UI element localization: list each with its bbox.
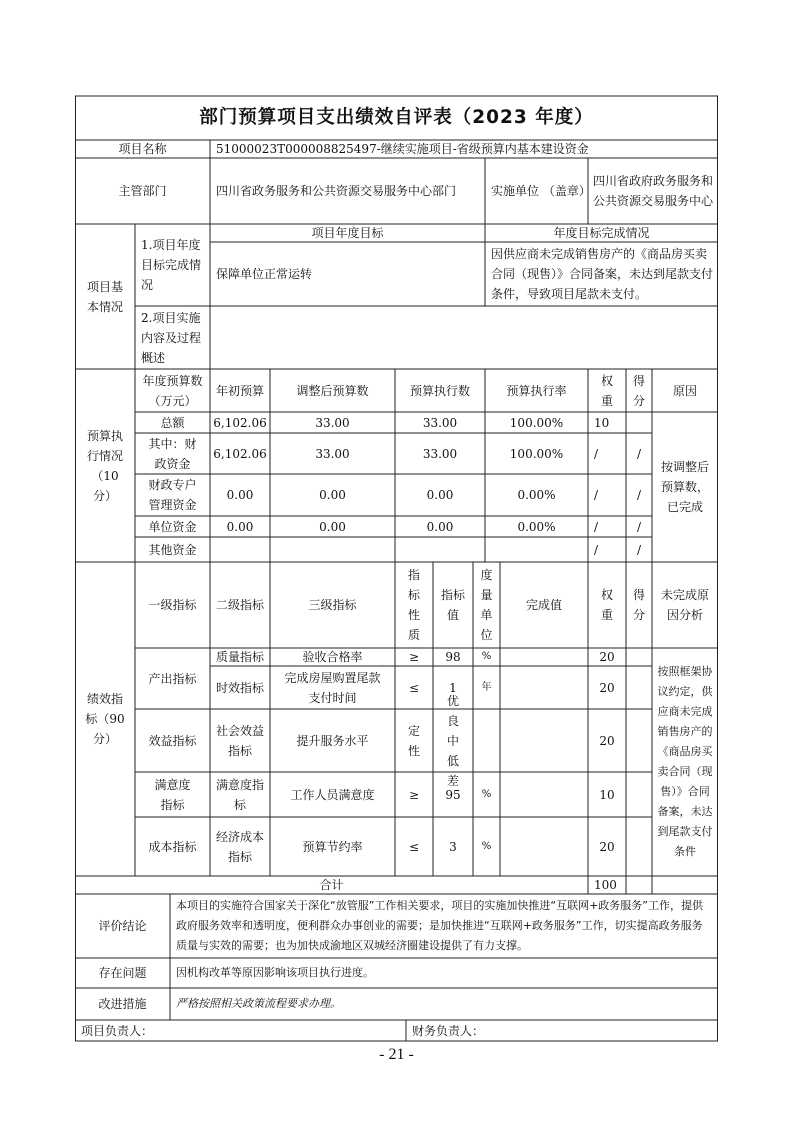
evaluation-label: 评价结论	[98, 919, 147, 933]
budget-reason: 按调整后预算数，已完成	[660, 460, 709, 514]
performance-reason: 按照框架协议约定，供应商未完成销售房产的《商品房买卖合同（现售）》合同备案，未达到尾款支付条件	[657, 665, 713, 858]
perf-cell-nature: ≤	[408, 839, 420, 854]
budget-cell-name: 其中：财政资金	[148, 436, 197, 471]
perf-cell-weight: 20	[599, 733, 615, 748]
perf-cell-unit	[473, 709, 500, 772]
budget-cell-rate: 0.00%	[517, 488, 556, 502]
perf-cell-score	[626, 648, 652, 666]
budget-cell-adjusted: 33.00	[315, 415, 350, 430]
perf-cell-unit: %	[481, 651, 492, 662]
perf-cell-score	[626, 772, 652, 817]
perf-cell-nature: ≥	[408, 787, 420, 802]
budget-cell-rate: 100.00%	[509, 446, 564, 461]
perf-cell-done	[500, 772, 588, 817]
perf-cell-weight: 20	[599, 650, 615, 664]
budget-cell-weight: /	[594, 446, 599, 461]
perf-cell-l3: 工作人员满意度	[290, 787, 375, 802]
perf-cell-done	[500, 666, 588, 709]
perf-cell-value: 1	[449, 680, 457, 695]
performance-section-label: 绩效指标（90 分）	[85, 692, 125, 746]
performance-form-table	[75, 96, 718, 1041]
perf-cell-l2: 经济成本指标	[216, 829, 265, 864]
measures-value: 严格按照相关政策流程要求办理。	[176, 997, 341, 1010]
budget-cell-executed: 0.00	[426, 488, 454, 502]
perf-cell-weight: 10	[599, 787, 615, 802]
perf-cell-score	[626, 817, 652, 876]
perf-cell-l2: 质量指标	[216, 650, 265, 664]
perf-cell-l2: 社会效益指标	[216, 723, 265, 758]
problems-value: 因机构改革等原因影响该项目执行进度。	[176, 966, 374, 979]
perf-cell-l2: 时效指标	[216, 680, 265, 695]
perf-header-l1: 一级指标	[148, 598, 197, 612]
budget-header-score: 得分	[632, 373, 645, 408]
perf-cell-l2: 满意度指标	[216, 777, 265, 812]
budget-cell-adjusted: 33.00	[315, 446, 350, 461]
measures-label: 改进措施	[98, 997, 147, 1011]
perf-group-cost: 成本指标	[148, 839, 197, 854]
perf-header-reason: 未完成原因分析	[660, 588, 709, 622]
budget-cell-initial: 0.00	[226, 488, 254, 502]
perf-cell-l3: 验收合格率	[302, 650, 363, 664]
perf-header-l2: 二级指标	[215, 598, 264, 612]
budget-cell-score: /	[636, 542, 642, 557]
budget-cell-adjusted	[270, 537, 395, 562]
perf-cell-done	[500, 817, 588, 876]
perf-cell-weight: 20	[599, 680, 615, 695]
perf-cell-nature: ≥	[408, 650, 420, 664]
budget-cell-weight: 10	[594, 415, 610, 430]
budget-cell-weight: /	[594, 519, 599, 534]
perf-cell-unit: %	[481, 840, 492, 852]
perf-header-done: 完成值	[525, 598, 562, 612]
budget-cell-adjusted: 0.00	[319, 488, 346, 502]
impl-unit-value: 四川省政府政务服务和公共资源交易服务中心	[592, 174, 713, 208]
project-name-value: 51000023T000008825497-继续实施项目-省级预算内基本建设资金	[216, 142, 589, 156]
budget-section-label: 预算执行情况（10 分）	[86, 428, 123, 503]
perf-cell-l3: 预算节约率	[302, 839, 363, 854]
goal-value: 保障单位正常运转	[216, 267, 313, 281]
budget-cell-score: /	[636, 488, 642, 502]
budget-header-rate: 预算执行率	[506, 383, 567, 398]
perf-cell-unit: %	[481, 788, 492, 800]
perf-group-output: 产出指标	[148, 671, 197, 686]
total-weight: 100	[594, 878, 617, 892]
perf-cell-value: 3	[449, 839, 457, 854]
perf-header-nature: 指标性质	[407, 568, 420, 642]
perf-header-weight: 权重	[600, 588, 613, 622]
finance-lead-signature: 财务负责人：	[412, 1023, 485, 1038]
budget-cell-rate	[485, 537, 588, 562]
total-label: 合计	[319, 878, 344, 892]
budget-cell-initial: 0.00	[226, 519, 254, 534]
perf-cell-value: 95	[445, 787, 461, 802]
budget-header-reason: 原因	[672, 383, 697, 398]
perf-header-value: 指标值	[441, 588, 466, 622]
perf-cell-weight: 20	[599, 839, 615, 854]
budget-cell-adjusted: 0.00	[319, 519, 346, 534]
goal-header: 项目年度目标	[311, 226, 384, 240]
perf-header-score: 得分	[632, 588, 645, 622]
budget-header-executed: 预算执行数	[409, 383, 470, 398]
perf-cell-l3: 完成房屋购置尾款支付时间	[284, 670, 381, 705]
perf-cell-value: 优良中低差	[446, 693, 459, 788]
budget-cell-score: /	[636, 446, 642, 461]
budget-cell-initial: 6,102.06	[213, 415, 267, 430]
perf-group-satisfaction: 满意度指标	[154, 777, 191, 812]
perf-cell-done	[500, 648, 588, 666]
perf-cell-nature: ≤	[408, 680, 420, 695]
perf-cell-unit: 年	[481, 681, 492, 693]
budget-cell-name: 总额	[160, 415, 185, 430]
budget-cell-executed: 0.00	[426, 519, 454, 534]
completion-value: 因供应商未完成销售房产的《商品房买卖合同（现售）》合同备案，未达到尾款支付条件，导致项目尾款未支付。	[491, 247, 714, 301]
budget-cell-executed	[395, 537, 485, 562]
impl-unit-label: 实施单位 （盖章）	[491, 184, 591, 198]
page-number: - 21 -	[379, 1046, 414, 1063]
budget-cell-rate: 100.00%	[509, 415, 564, 430]
budget-cell-score	[626, 412, 652, 433]
content-label: 2.项目实施内容及过程概述	[141, 310, 202, 365]
perf-group-benefit: 效益指标	[148, 733, 197, 748]
budget-cell-executed: 33.00	[422, 415, 458, 430]
budget-cell-executed: 33.00	[422, 446, 458, 461]
budget-cell-weight: /	[594, 488, 599, 502]
budget-cell-rate: 0.00%	[517, 519, 556, 534]
perf-header-l3: 三级指标	[308, 598, 357, 612]
evaluation-value: 本项目的实施符合国家关于深化“放管服”工作相关要求，项目的实施加快推进“互联网+政务服务”工作，提供政府服务效率和透明度，便利群众办事创业的需要；是加快推进“互联网+政务服务”工作，切实提高政务服务质量与实效的需要；也为加快成渝地区双城经济圈建设提供了有力支撑。	[176, 899, 704, 952]
perf-cell-score	[626, 666, 652, 709]
content-value	[210, 306, 718, 369]
budget-header-weight: 权重	[600, 373, 613, 408]
completion-header: 年度目标完成情况	[553, 226, 650, 240]
budget-header-annual: 年度预算数（万元）	[142, 373, 203, 408]
budget-cell-name: 其他资金	[148, 542, 197, 557]
budget-cell-weight: /	[594, 542, 599, 557]
department-value: 四川省政务服务和公共资源交易服务中心部门	[216, 184, 457, 198]
budget-header-initial: 年初预算	[215, 383, 264, 398]
goal-completion-label: 1.项目年度目标完成情况	[141, 238, 202, 292]
perf-cell-score	[626, 709, 652, 772]
form-title: 部门预算项目支出绩效自评表（2023 年度）	[199, 107, 594, 128]
perf-cell-done	[500, 709, 588, 772]
department-label: 主管部门	[118, 184, 167, 198]
perf-cell-nature: 定性	[407, 723, 420, 758]
problems-label: 存在问题	[98, 966, 147, 980]
perf-header-unit: 度量单位	[480, 568, 493, 642]
budget-cell-name: 财政专户管理资金	[148, 478, 197, 512]
budget-cell-name: 单位资金	[148, 519, 197, 534]
basic-info-label: 项目基本情况	[86, 279, 123, 314]
budget-cell-initial	[210, 537, 270, 562]
project-lead-signature: 项目负责人：	[81, 1023, 154, 1038]
project-name-label: 项目名称	[118, 142, 167, 156]
budget-header-adjusted: 调整后预算数	[296, 383, 369, 398]
perf-cell-value: 98	[445, 650, 461, 664]
budget-cell-score: /	[636, 519, 642, 534]
budget-cell-initial: 6,102.06	[213, 446, 267, 461]
perf-cell-l3: 提升服务水平	[296, 733, 369, 748]
